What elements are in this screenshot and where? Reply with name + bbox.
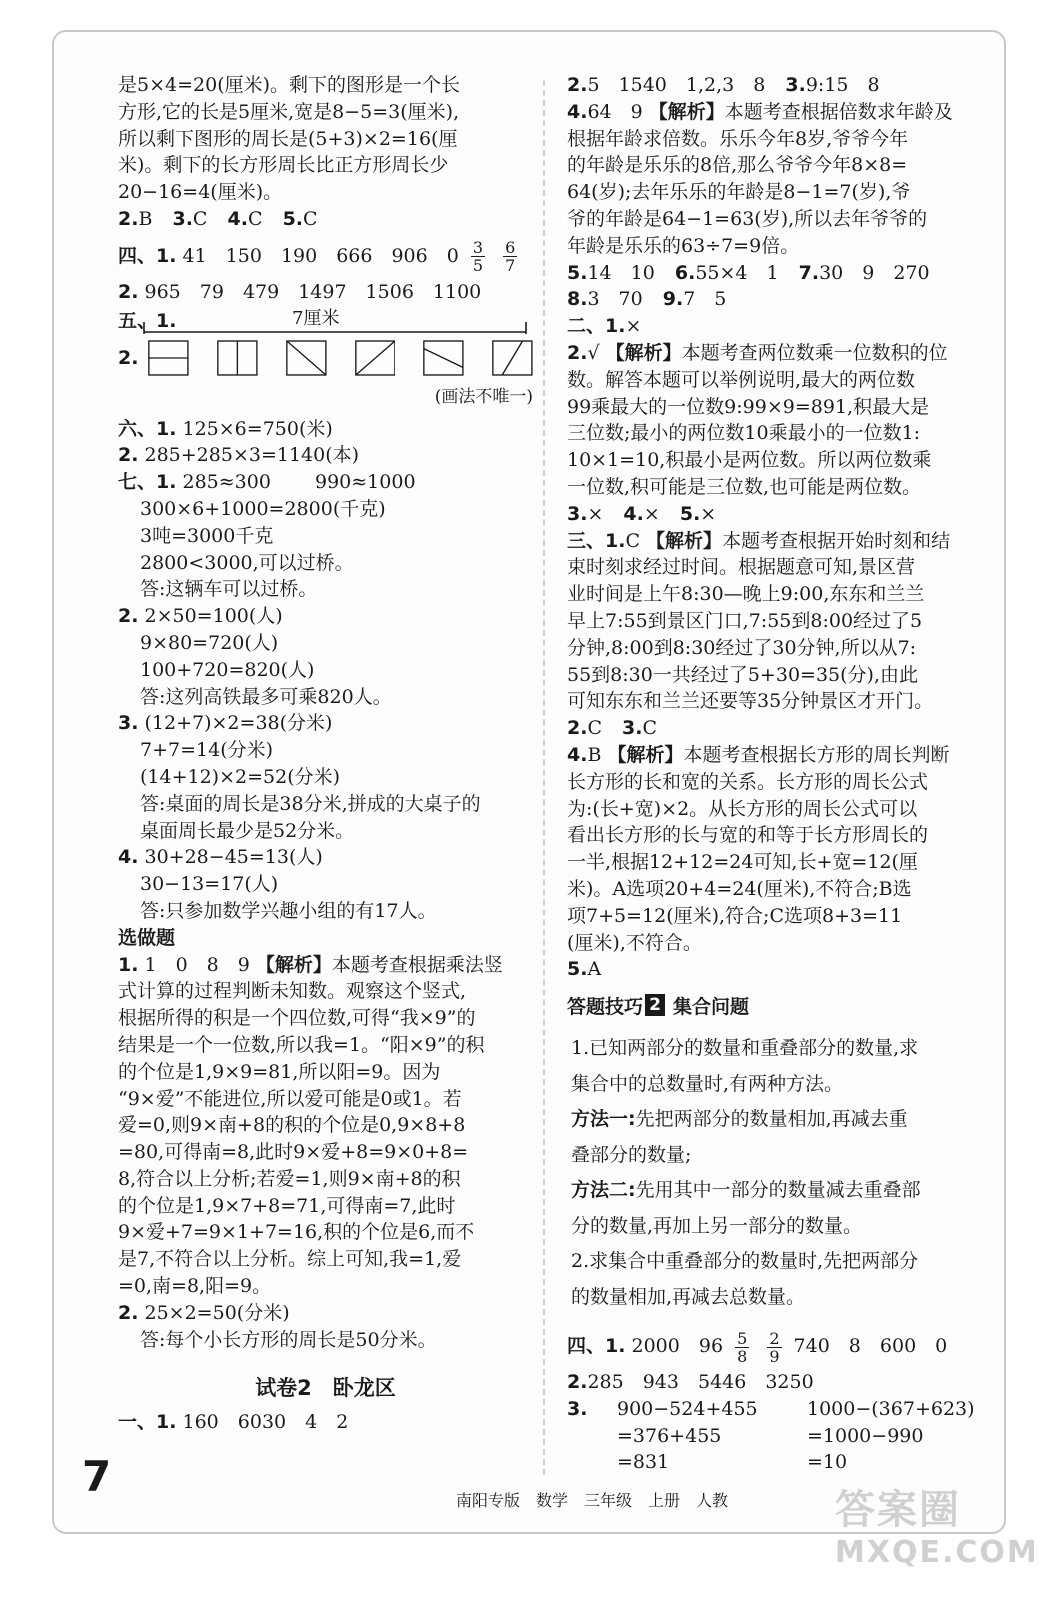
text-line: 项7+5=12(厘米),符合;C选项8+3=11 [567,904,903,927]
section-2-q3-5: 3.× 4.× 5.× [567,502,717,525]
section-4-q2: 2.285 943 5446 3250 [567,1371,814,1394]
text-line: 根据年龄求倍数。乐乐今年8岁,爷爷今年 [567,127,909,150]
section-6-q2: 2. 285+285×3=1140(本) [118,444,360,467]
text-line: 爷的年龄是64−1=63(岁),所以去年爷爷的 [567,207,928,230]
text-line: 可知东东和兰兰还要等35分钟景区才开门。 [567,690,934,713]
answers-2-3: 2.5 1540 1,2,3 8 3.9:15 8 [567,74,880,96]
tip-line: 的数量相加,再减去总数量。 [571,1285,806,1308]
text-line: 为:(长+宽)×2。从长方形的周长公式可以 [567,797,918,820]
section-3-q4: 4.B 【解析】本题考查根据长方形的周长判断 [567,743,950,766]
left-column [118,72,533,1436]
text-line: 桌面周长最少是52分米。 [140,819,355,842]
section-5-q1: 五、1. 7厘米 [118,306,533,334]
calc-line: 900−524+455 [617,1397,758,1420]
text-line: “9×爱”不能进位,所以爱可能是0或1。若 [118,1087,462,1110]
fraction: $\frac{6}{7}$ [505,238,516,276]
text-line: 答:只参加数学兴趣小组的有17人。 [140,899,437,922]
text-line: 10×1=10,积最小是两位数。所以两位数乘 [567,449,932,472]
text-line: 束时刻求经过时间。根据题意可知,景区营 [567,556,916,579]
tip-badge: 答题技巧 [567,995,644,1018]
text-line: 答:桌面的周长是38分米,拼成的大桌子的 [140,792,481,815]
section-7-q1: 七、1. 285≈300 990≈1000 [118,471,416,494]
section-4-q1: 四、1. 41 150 190 666 906 0 $\frac{3}{5}$ $\frac{6}{7}$ [118,238,516,276]
square-split-diagonal [286,337,327,379]
fraction: $\frac{5}{8}$ [737,1328,748,1366]
optional-q2: 2. 25×2=50(分米) [118,1301,290,1324]
footer-text: 南阳专版 数学 三年级 上册 人教 [456,1491,729,1510]
text-line: 9×爱+7=9×1+7=16,积的个位是6,而不 [118,1221,475,1244]
section-4-q3: 3. 900−524+455 =376+455 =831 1000−(367+623) =1000−990 =10 [567,1396,999,1476]
text-line: 8,符合以上分析;若爱=1,则9×南+8的积 [118,1167,461,1190]
text-line: 一位数,积可能是三位数,也可能是两位数。 [567,475,922,498]
optional-q1: 1. 1 0 8 9 【解析】本题考查根据乘法竖 [118,953,503,976]
text-line: 米)。A选项20+4=24(厘米),不符合;B选 [567,877,912,900]
answer-4: 4.64 9 【解析】本题考查根据倍数求年龄及 [567,100,953,123]
right-column [567,72,999,1476]
text-line: 答:这列高铁最多可乘820人。 [140,685,392,708]
tip-line: 2.求集合中重叠部分的数量时,先把两部分 [571,1250,919,1273]
tip-line: 分的数量,再加上另一部分的数量。 [571,1214,863,1237]
text-line: 方形,它的长是5厘米,宽是8−5=3(厘米), [118,100,460,123]
tip-method-1: 方法一:先把两部分的数量相加,再减去重 [571,1108,908,1131]
text-line: 是7,不符合以上分析。综上可知,我=1,爱 [118,1248,462,1271]
paper-2-section-1-q1: 一、1. 160 6030 4 2 [118,1411,349,1434]
text-line: 式计算的过程判断未知数。观察这个竖式, [118,980,467,1003]
section-6-q1: 六、1. 125×6=750(米) [118,417,333,440]
square-split-slant [423,337,464,379]
section-3-q5: 5.A [567,958,602,981]
section-2-q1: 二、1.× [567,315,642,338]
text-line: 30−13=17(人) [140,873,279,896]
text-line: 分钟,8:00到8:30经过了30分钟,所以从7: [567,636,917,659]
text-line: 三位数;最小的两位数10乘最小的一位数1: [567,422,921,445]
section-7-q2: 2. 2×50=100(人) [118,605,283,628]
answers-2-5: 2.B 3.C 4.C 5.C [118,207,318,230]
section-5-q2-figures: 2. [118,334,533,382]
section-3-q1: 三、1.C 【解析】本题考查根据开始时刻和结 [567,529,951,552]
square-split-horizontal [148,337,189,379]
tip-number: 2 [645,994,665,1016]
text-line: 的个位是1,9×7+8=71,可得南=7,此时 [118,1194,456,1217]
text-line: =80,可得南=8,此时9×爱+8=9×0+8= [118,1141,469,1164]
calc-line: =376+455 [617,1424,722,1447]
section-3-q2-3: 2.C 3.C [567,717,658,740]
text-line: 的个位是1,9×9=81,所以阳=9。因为 [118,1060,441,1083]
text-line: 3吨=3000千克 [140,524,274,547]
calc-line: =1000−990 [807,1424,924,1447]
tip-header [567,985,999,1025]
square-split-antidiagonal [355,337,396,379]
text-line: 看出长方形的长与宽的和等于长方形周长的 [567,824,929,847]
fraction: $\frac{3}{5}$ [472,238,484,276]
text-line: 答:每个小长方形的周长是50分米。 [140,1328,437,1351]
square-split-slant-2 [492,337,533,379]
optional-section-title: 选做题 [118,926,176,949]
text-line: 年龄是乐乐的63÷7=9倍。 [567,234,800,257]
segment-length-label: 7厘米 [288,304,343,330]
section-4-q1: 四、1. 2000 96 $\frac{5}{8}$ $\frac{2}{9}$ 740 8 600 0 [567,1328,948,1366]
calc-line: 1000−(367+623) [807,1397,975,1420]
tip-title: 集合问题 [673,995,750,1018]
text-line: (14+12)×2=52(分米) [140,765,341,788]
text-line: 所以剩下图形的周长是(5+3)×2=16(厘 [118,127,458,150]
text-line: 55到8:30一共经过了5+30=35(分),由此 [567,663,918,686]
text-line: 答:这辆车可以过桥。 [140,578,318,601]
text-line: 爱=0,则9×南+8的积的个位是0,9×8+8 [118,1114,466,1137]
section-7-q4: 4. 30+28−45=13(人) [118,846,323,869]
text-line: 早上7:55到景区门口,7:55到8:00经过了5 [567,609,923,632]
text-line: 99乘最大的一位数9:99×9=891,积最大是 [567,395,930,418]
text-line: 64(岁);去年乐乐的年龄是8−1=7(岁),爷 [567,181,911,204]
tip-line: 1.已知两部分的数量和重叠部分的数量,求 [571,1037,919,1060]
section-2-q2: 2.√ 【解析】本题考查两位数乘一位数积的位 [567,341,948,364]
text-line: 根据所得的积是一个四位数,可得“我×9”的 [118,1007,476,1030]
text-line: 100+720=820(人) [140,658,315,681]
column-divider [543,80,545,1475]
text-line: 7+7=14(分米) [140,739,274,762]
text-line: 9×80=720(人) [140,631,279,654]
text-line: 业时间是上午8:30—晚上9:00,东东和兰兰 [567,583,925,606]
calc-line: =10 [807,1451,848,1474]
text-line: 是5×4=20(厘米)。剩下的图形是一个长 [118,74,461,96]
text-line: 米)。剩下的长方形周长比正方形周长少 [118,154,449,177]
section-4-q2: 2. 965 79 479 1497 1506 1100 [118,280,482,303]
drawing-note: (画法不唯一) [434,386,533,407]
text-line: =0,南=8,阳=9。 [118,1275,272,1298]
text-line: 一半,根据12+12=24可知,长+宽=12(厘 [567,851,918,874]
section-7-q3: 3. (12+7)×2=38(分米) [118,712,333,735]
text-line: 20−16=4(厘米)。 [118,181,283,204]
text-line: 长方形的长和宽的关系。长方形的周长公式 [567,770,929,793]
answers-8-9: 8.3 70 9.7 5 [567,288,727,311]
paper-2-title: 试卷2 卧龙区 [255,1376,396,1401]
text-line: 300×6+1000=2800(千克) [140,497,386,520]
text-line: 数。解答本题可以举例说明,最大的两位数 [567,368,916,391]
page-number: 7 [82,1452,112,1501]
calc-line: =831 [617,1451,670,1474]
watermark-logo: 答案圈 MXQE.COM [835,1487,1039,1570]
tip-line: 集合中的总数量时,有两种方法。 [571,1072,844,1095]
text-line: (厘米),不符合。 [567,931,702,954]
fraction: $\frac{2}{9}$ [769,1328,780,1366]
text-line: 结果是一个一位数,所以我=1。“阳×9”的积 [118,1033,485,1056]
tip-line: 叠部分的数量; [571,1143,692,1166]
text-line: 2800<3000,可以过桥。 [140,551,354,574]
text-line: 的年龄是乐乐的8倍,那么爷爷今年8×8= [567,154,908,177]
answers-5-7: 5.14 10 6.55×4 1 7.30 9 270 [567,261,930,284]
square-split-vertical [217,337,258,379]
tip-method-2: 方法二:先用其中一部分的数量减去重叠部 [571,1179,921,1202]
